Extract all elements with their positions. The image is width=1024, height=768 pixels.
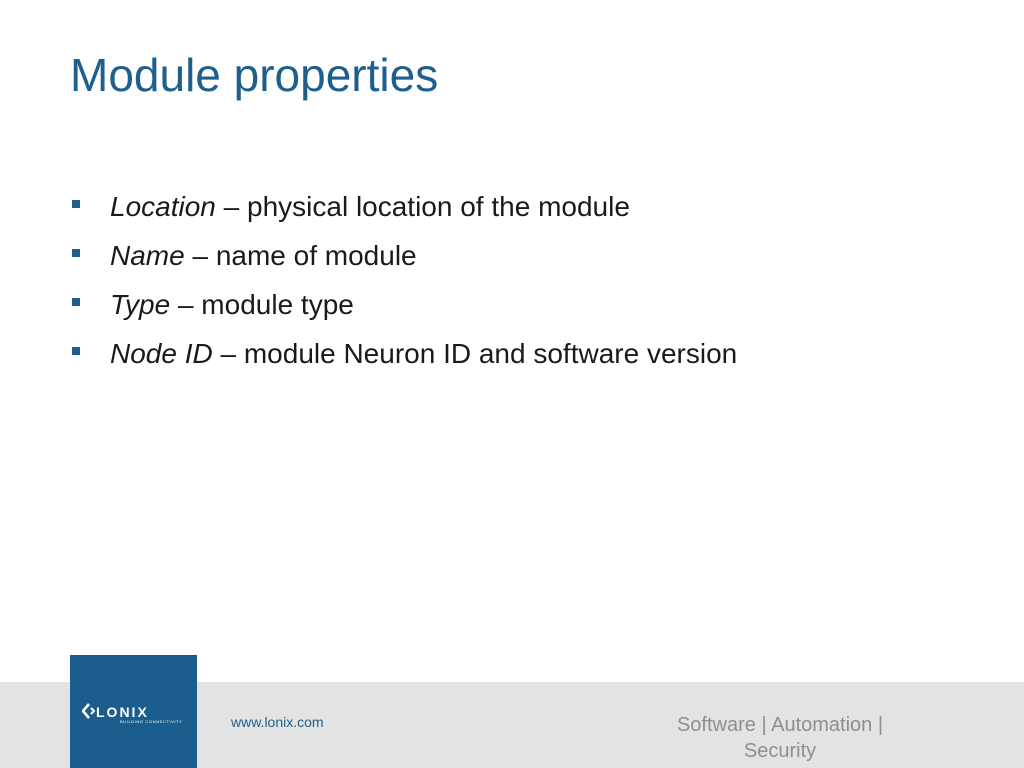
logo-wordmark: LONIX bbox=[96, 704, 149, 720]
bullet-term: Node ID bbox=[110, 338, 213, 369]
slide-title: Module properties bbox=[70, 49, 439, 101]
bullet-item-type bbox=[72, 286, 737, 335]
diamond-arrow-icon bbox=[82, 703, 96, 719]
square-bullet-icon bbox=[72, 298, 80, 306]
bullet-description: – module type bbox=[170, 289, 354, 320]
square-bullet-icon bbox=[72, 347, 80, 355]
lonix-logo bbox=[70, 655, 197, 768]
square-bullet-icon bbox=[72, 200, 80, 208]
bullet-term: Location bbox=[110, 191, 216, 222]
square-bullet-icon bbox=[72, 249, 80, 257]
logo-tagline: BUILDING CONNECTIVITY bbox=[120, 719, 183, 724]
bullet-description: – module Neuron ID and software version bbox=[212, 338, 738, 369]
footer-tagline: Software | Automation | Security bbox=[676, 714, 884, 762]
bullet-item-name bbox=[72, 237, 737, 286]
bullet-description: – physical location of the module bbox=[215, 191, 630, 222]
logo-mark bbox=[82, 699, 182, 725]
bullet-term: Type bbox=[110, 289, 171, 320]
bullet-term: Name bbox=[110, 240, 185, 271]
bullet-description: – name of module bbox=[184, 240, 417, 271]
bullet-item-location bbox=[72, 188, 737, 237]
bullet-list bbox=[72, 188, 737, 384]
bullet-item-node-id bbox=[72, 335, 737, 384]
website-link[interactable]: www.lonix.com bbox=[231, 714, 324, 730]
